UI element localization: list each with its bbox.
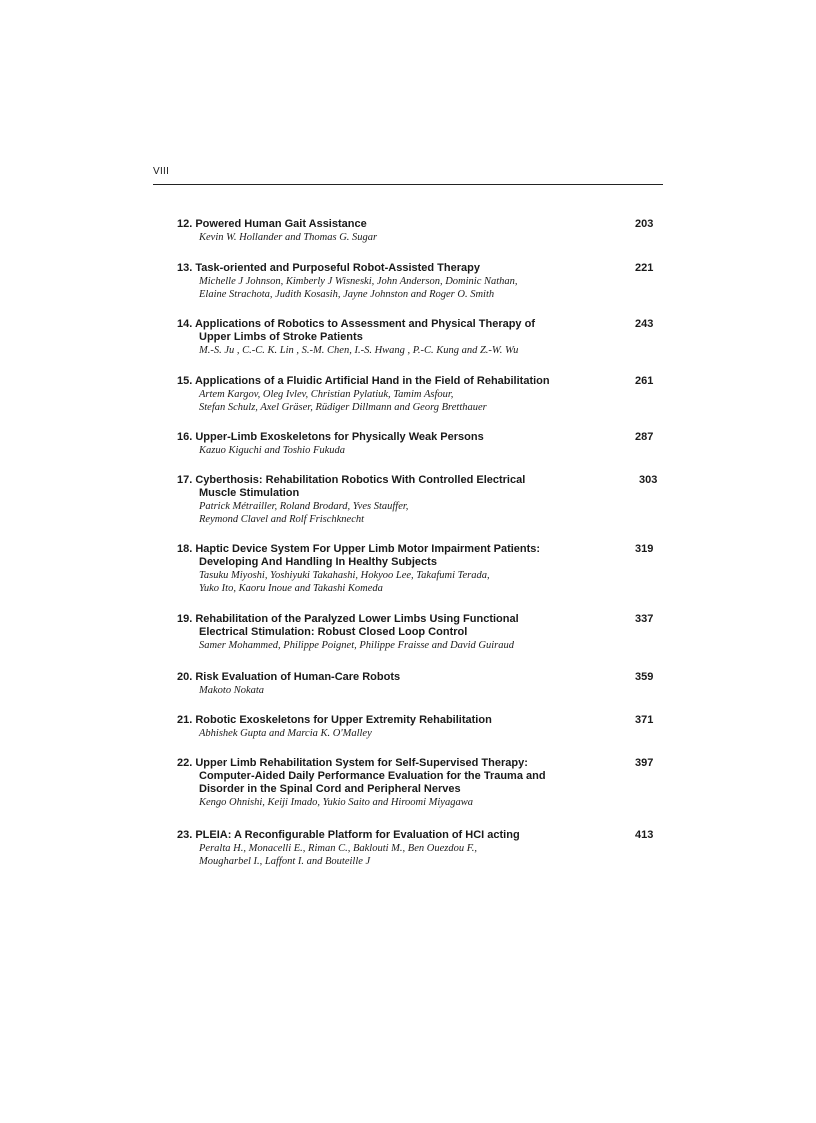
entry-authors-line: Yuko Ito, Kaoru Inoue and Takashi Komeda [199, 583, 383, 594]
entry-authors-line: Abhishek Gupta and Marcia K. O'Malley [199, 728, 372, 739]
toc-entry[interactable] [177, 218, 667, 244]
entry-title-line[interactable]: Upper Limbs of Stroke Patients [199, 331, 363, 343]
toc-entry[interactable] [177, 757, 667, 809]
entry-page-number[interactable]: 371 [635, 714, 654, 726]
toc-entry[interactable] [177, 543, 667, 595]
entry-page-number[interactable]: 359 [635, 671, 654, 683]
entry-title-line[interactable]: Computer-Aided Daily Performance Evaluation for the Trauma and [199, 770, 546, 782]
toc-entry[interactable] [177, 829, 667, 868]
entry-title-line[interactable]: 13. Task-oriented and Purposeful Robot-Assisted Therapy [177, 262, 480, 274]
entry-title-line[interactable]: 20. Risk Evaluation of Human-Care Robots [177, 671, 401, 683]
toc-entry[interactable] [177, 431, 667, 457]
entry-authors-line: Samer Mohammed, Philippe Poignet, Philippe Fraisse and David Guiraud [199, 640, 514, 651]
entry-page-number[interactable]: 243 [635, 318, 654, 330]
entry-page-number[interactable]: 261 [635, 375, 654, 387]
toc-entry[interactable] [177, 613, 667, 652]
entry-authors-line: Michelle J Johnson, Kimberly J Wisneski, John Anderson, Dominic Nathan, [199, 276, 518, 287]
entry-page-number[interactable]: 337 [635, 613, 654, 625]
entry-title-line[interactable]: Developing And Handling In Healthy Subjects [199, 556, 437, 568]
entry-authors-line: Tasuku Miyoshi, Yoshiyuki Takahashi, Hokyoo Lee, Takafumi Terada, [199, 570, 490, 581]
entry-title-line[interactable]: Muscle Stimulation [199, 487, 300, 499]
entry-authors-line: Kevin W. Hollander and Thomas G. Sugar [199, 232, 378, 243]
entry-authors-line: Elaine Strachota, Judith Kosasih, Jayne Johnston and Roger O. Smith [199, 289, 495, 300]
entry-page-number[interactable]: 287 [635, 431, 654, 443]
entry-page-number[interactable]: 203 [635, 218, 654, 230]
entry-title-line[interactable]: Electrical Stimulation: Robust Closed Loop Control [199, 626, 468, 638]
toc-entry[interactable] [177, 262, 667, 301]
header-rule [153, 184, 663, 185]
entry-page-number[interactable]: 319 [635, 543, 654, 555]
entry-title-line[interactable]: 19. Rehabilitation of the Paralyzed Lower Limbs Using Functional [177, 613, 519, 625]
entry-title-line[interactable]: 14. Applications of Robotics to Assessment and Physical Therapy of [177, 318, 535, 330]
toc-entry[interactable] [177, 318, 667, 357]
entry-title-line[interactable]: 17. Cyberthosis: Rehabilitation Robotics With Controlled Electrical [177, 474, 526, 486]
toc-entry[interactable] [177, 375, 667, 414]
toc-entry[interactable] [177, 671, 667, 697]
entry-page-number[interactable]: 413 [635, 829, 654, 841]
page-number: VIII [153, 166, 170, 177]
entry-title-line[interactable]: 15. Applications of a Fluidic Artificial Hand in the Field of Rehabilitation [177, 375, 550, 387]
entry-authors-line: Artem Kargov, Oleg Ivlev, Christian Pylatiuk, Tamim Asfour, [199, 389, 454, 400]
entry-authors-line: Patrick Métrailler, Roland Brodard, Yves Stauffer, [199, 501, 409, 512]
toc-entry[interactable] [177, 474, 667, 526]
entry-page-number[interactable]: 303 [639, 474, 658, 486]
entry-authors-line: Makoto Nokata [199, 685, 265, 696]
entry-title-line[interactable]: 23. PLEIA: A Reconfigurable Platform for Evaluation of HCI acting [177, 829, 520, 841]
entry-authors-line: Kengo Ohnishi, Keiji Imado, Yukio Saito and Hiroomi Miyagawa [199, 797, 473, 808]
entry-authors-line: Kazuo Kiguchi and Toshio Fukuda [199, 445, 346, 456]
entry-title-line[interactable]: Disorder in the Spinal Cord and Peripheral Nerves [199, 783, 461, 795]
entry-page-number[interactable]: 221 [635, 262, 654, 274]
entry-page-number[interactable]: 397 [635, 757, 654, 769]
entry-title-line[interactable]: 21. Robotic Exoskeletons for Upper Extremity Rehabilitation [177, 714, 492, 726]
entry-authors-line: Peralta H., Monacelli E., Riman C., Baklouti M., Ben Ouezdou F., [199, 843, 478, 854]
entry-authors-line: Mougharbel I., Laffont I. and Bouteille J [199, 856, 371, 867]
entry-title-line[interactable]: 16. Upper-Limb Exoskeletons for Physically Weak Persons [177, 431, 484, 443]
entry-title-line[interactable]: 22. Upper Limb Rehabilitation System for Self-Supervised Therapy: [177, 757, 528, 769]
entry-title-line[interactable]: 12. Powered Human Gait Assistance [177, 218, 367, 230]
toc-entry[interactable] [177, 714, 667, 740]
entry-authors-line: M.-S. Ju , C.-C. K. Lin , S.-M. Chen, I.-S. Hwang , P.-C. Kung and Z.-W. Wu [199, 345, 519, 356]
entry-title-line[interactable]: 18. Haptic Device System For Upper Limb Motor Impairment Patients: [177, 543, 541, 555]
entry-authors-line: Stefan Schulz, Axel Gräser, Rüdiger Dillmann and Georg Bretthauer [199, 402, 487, 413]
entry-authors-line: Reymond Clavel and Rolf Frischknecht [199, 514, 365, 525]
